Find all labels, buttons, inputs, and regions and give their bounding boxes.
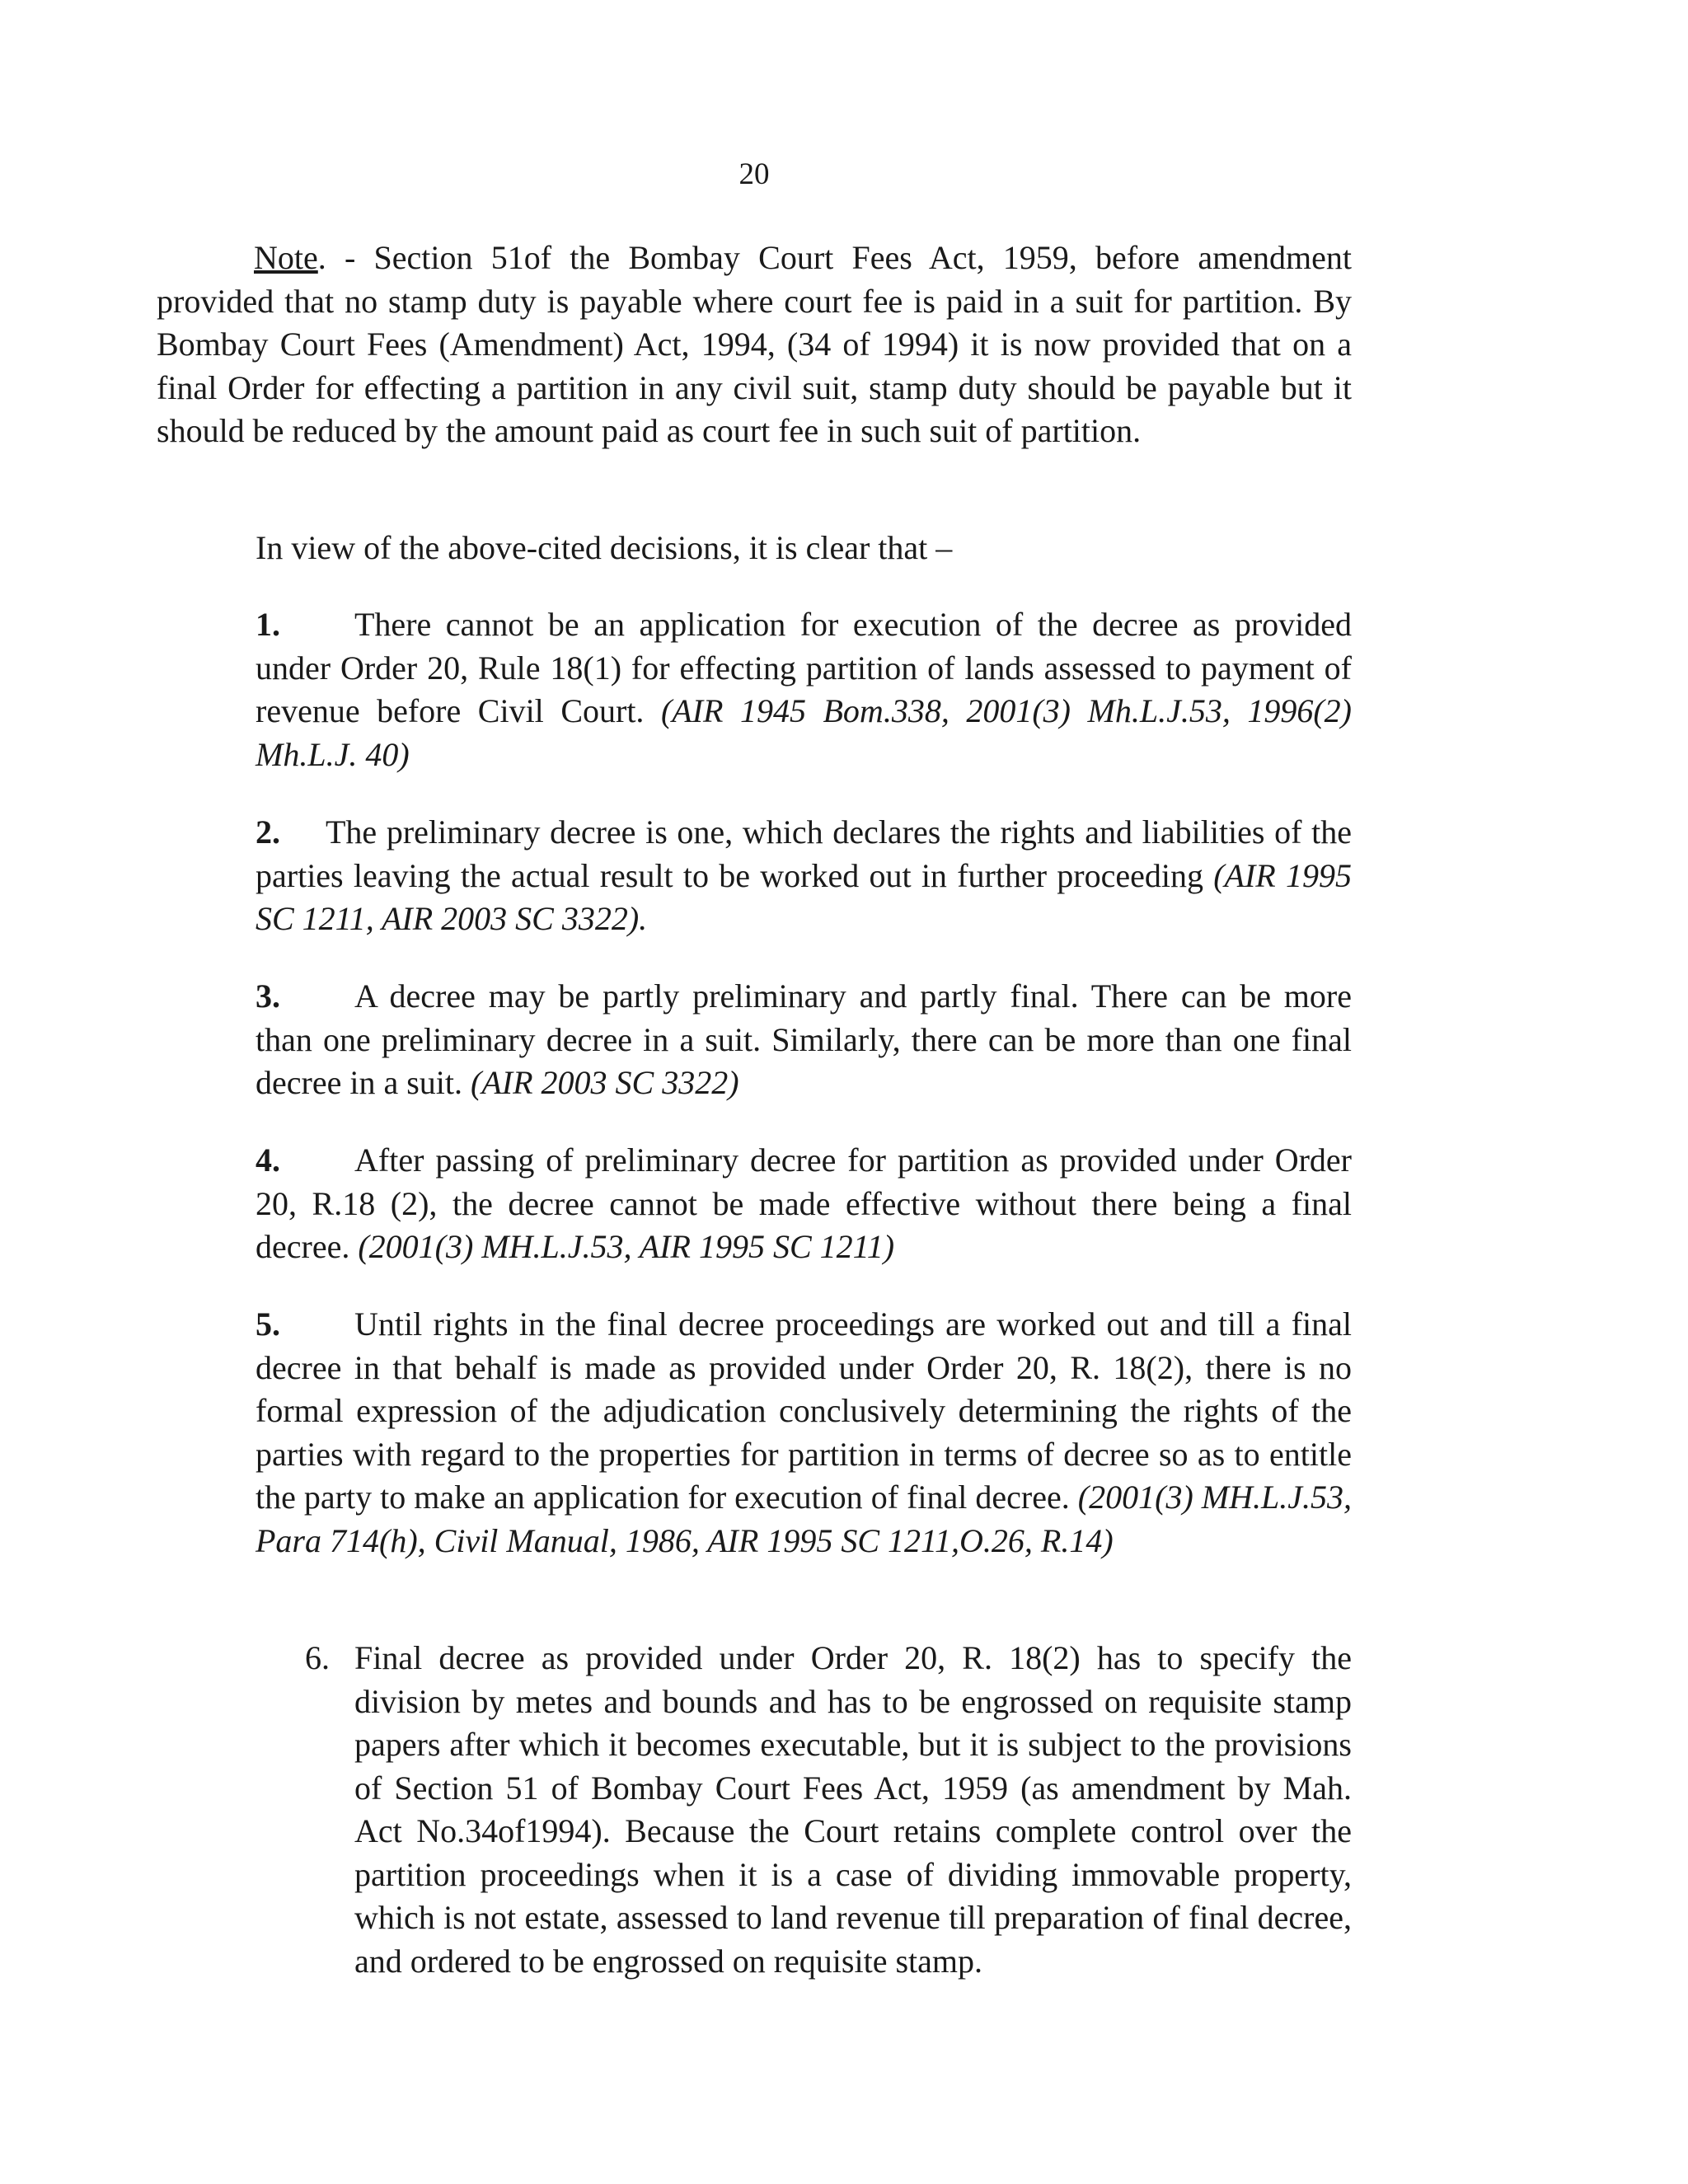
note-text: . - Section 51of the Bombay Court Fees Act, 1959, before amendment provided that no stamp duty is payable where court fee is paid in a suit for partition. By Bombay Court Fees (Amendment) Act, 1994, (34 of 1994) it is now provided that on a final Order for effecting a partition in any civil suit, stamp duty should be payable but it should be reduced by the amount paid as court fee in such suit of partition. bbox=[157, 239, 1352, 449]
point-citation: (2001(3) MH.L.J.53, Para 714(h), Civil Manual, 1986, AIR 1995 SC 1211,O.26, R.14) bbox=[256, 1479, 1353, 1559]
point-citation: (AIR 1945 Bom.338, 2001(3) Mh.L.J.53, 1996(2) Mh.L.J. 40) bbox=[256, 692, 1352, 773]
note-label: Note bbox=[254, 239, 318, 276]
point-number: 3. bbox=[256, 977, 280, 1015]
point-2 bbox=[256, 811, 1352, 941]
point-number: 1. bbox=[256, 606, 280, 643]
intro-paragraph: In view of the above-cited decisions, it is clear that – bbox=[256, 529, 953, 566]
point-text: The preliminary decree is one, which declares the rights and liabilities of the parties leaving the actual result to be worked out in further proceeding bbox=[256, 813, 1352, 894]
point-text: After passing of preliminary decree for partition as provided under Order 20, R.18 (2), the decree cannot be made effective without there being a final decree. bbox=[256, 1141, 1352, 1265]
point-5 bbox=[256, 1303, 1352, 1563]
page-number: 20 bbox=[738, 157, 770, 191]
point-text: There cannot be an application for execution of the decree as provided under Order 20, Rule 18(1) for effecting partition of lands assessed to payment of revenue before Civil Court. bbox=[256, 606, 1352, 729]
point-text: Final decree as provided under Order 20, R. 18(2) has to specify the division by metes and bounds and has to be engrossed on requisite stamp papers after which it becomes executable, but it is subject to the provisions of Section 51 of Bombay Court Fees Act, 1959 (as amendment by Mah. Act No.34of1994). Because the Court retains complete control over the partition proceedings when it is a case of dividing immovable property, which is not estate, assessed to land revenue till preparation of final decree, and ordered to be engrossed on requisite stamp. bbox=[354, 1639, 1352, 1980]
point-3 bbox=[256, 975, 1352, 1105]
point-text: Until rights in the final decree proceedings are worked out and till a final decree in that behalf is made as provided under Order 20, R. 18(2), there is no formal expression of the adjudication conclusively determining the rights of the parties with regard to the properties for partition in terms of decree so as to entitle the party to make an application for execution of final decree. bbox=[256, 1305, 1352, 1516]
point-text: A decree may be partly preliminary and partly final. There can be more than one preliminary decree in a suit. Similarly, there can be more than one final decree in a suit. bbox=[256, 977, 1352, 1101]
point-number: 4. bbox=[256, 1141, 280, 1179]
point-4 bbox=[256, 1139, 1352, 1269]
point-number: 6. bbox=[305, 1639, 330, 1676]
point-number: 2. bbox=[256, 813, 280, 851]
point-citation: (2001(3) MH.L.J.53, AIR 1995 SC 1211) bbox=[358, 1228, 895, 1265]
point-citation: (AIR 1995 SC 1211, AIR 2003 SC 3322). bbox=[256, 856, 1352, 937]
point-1 bbox=[256, 603, 1352, 776]
point-citation: (AIR 2003 SC 3322) bbox=[471, 1064, 739, 1101]
point-number: 5. bbox=[256, 1305, 280, 1343]
note-paragraph bbox=[157, 237, 1352, 453]
point-6 bbox=[305, 1637, 1352, 1983]
